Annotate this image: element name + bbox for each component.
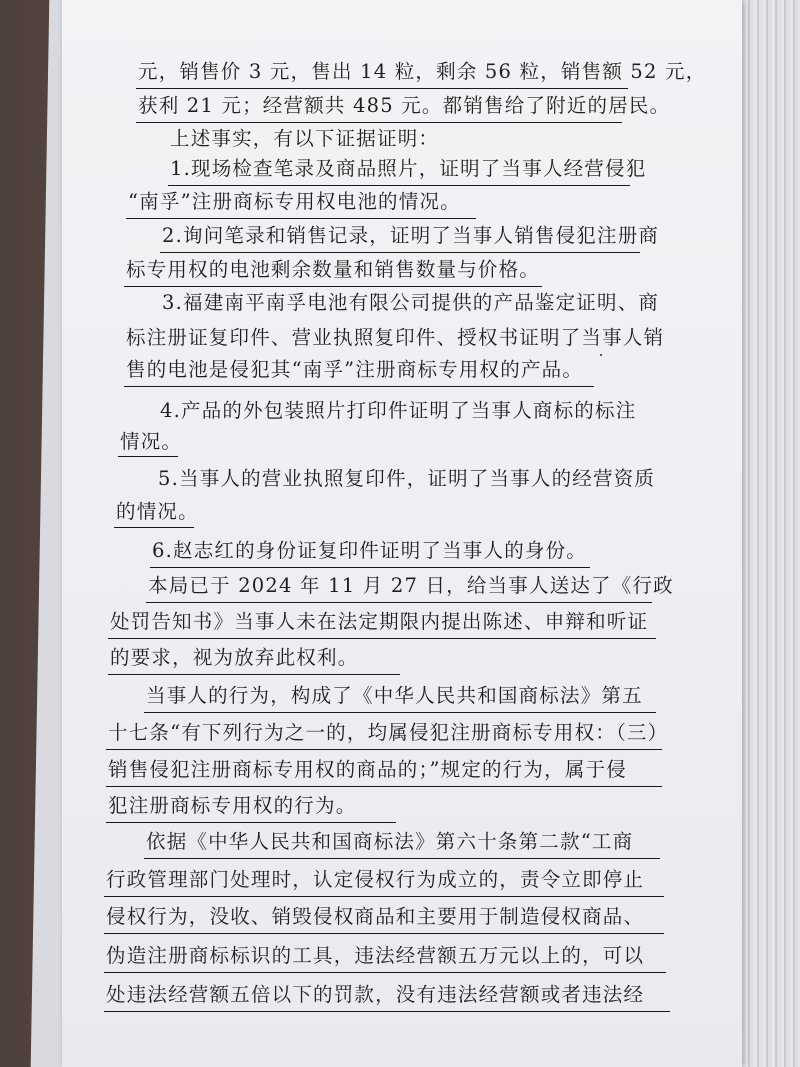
text-line-8: 3.福建南平南孚电池有限公司提供的产品鉴定证明、商 (162, 291, 660, 314)
text-line-24: 行政管理部门处理时，认定侵权行为成立的，责令立即停止 (106, 868, 645, 891)
text-line-16: 本局已于 2024 年 11 月 27 日，给当事人送达了《行政 (148, 574, 674, 597)
text-line-5: “南孚”注册商标专用权电池的情况。 (128, 190, 461, 213)
underline-27 (104, 1011, 670, 1012)
underline-7 (124, 286, 542, 287)
text-line-12: 情况。 (120, 430, 183, 453)
underline-5 (126, 218, 476, 219)
underline-18 (108, 674, 400, 675)
text-line-22: 犯注册商标专用权的行为。 (108, 794, 357, 817)
underline-12 (118, 456, 178, 457)
underline-25 (104, 933, 664, 934)
text-line-14: 的情况。 (116, 500, 199, 523)
text-line-13: 5.当事人的营业执照复印件，证明了当事人的经营资质 (158, 467, 656, 490)
underline-17 (108, 638, 656, 639)
text-line-10: 售的电池是侵犯其“南孚”注册商标专用权的产品。 (126, 358, 584, 381)
underline-2 (136, 122, 622, 123)
text-line-23: 依据《中华人民共和国商标法》第六十条第二款“工商 (146, 830, 634, 853)
underline-6 (160, 252, 640, 253)
text-line-20: 十七条“有下列行为之一的，均属侵犯注册商标专用权：（三） (108, 721, 669, 744)
underline-16 (146, 602, 652, 603)
text-line-4: 1.现场检查笔录及商品照片，证明了当事人经营侵犯 (170, 157, 647, 180)
text-line-19: 当事人的行为，构成了《中华人民共和国商标法》第五 (146, 684, 643, 707)
document-page (62, 0, 742, 1067)
text-line-27: 处违法经营额五倍以下的罚款，没有违法经营额或者违法经 (106, 983, 645, 1006)
underline-1 (136, 88, 628, 89)
underline-24 (104, 896, 664, 897)
text-line-1: 元，销售价 3 元，售出 14 粒，剩余 56 粒，销售额 52 元， (138, 60, 707, 83)
text-line-2: 获利 21 元；经营额共 485 元。都销售给了附近的居民。 (138, 94, 671, 117)
text-line-6: 2.询问笔录和销售记录，证明了当事人销售侵犯注册商 (162, 224, 660, 247)
text-line-17: 处罚告知书》当事人未在法定期限内提出陈述、申辩和听证 (110, 610, 649, 633)
text-line-9: 标注册证复印件、营业执照复印件、授权书证明了当事人销 (126, 326, 665, 349)
text-line-7: 标专用权的电池剩余数量和销售数量与价格。 (126, 258, 541, 281)
underline-15 (150, 567, 590, 568)
text-line-11: 4.产品的外包装照片打印件证明了当事人商标的标注 (160, 399, 637, 422)
underline-22 (106, 822, 396, 823)
underline-10 (124, 386, 594, 387)
underline-26 (104, 972, 666, 973)
ink-dot (600, 354, 602, 356)
underline-20 (106, 749, 662, 750)
underline-14 (114, 527, 194, 528)
text-line-25: 侵权行为，没收、销毁侵权商品和主要用于制造侵权商品、 (106, 905, 645, 928)
underline-4 (168, 185, 630, 186)
text-line-3: 上述事实，有以下证据证明： (170, 127, 440, 150)
underline-23 (144, 858, 660, 859)
underline-19 (144, 712, 656, 713)
text-line-21: 销售侵犯注册商标专用权的商品的；”规定的行为，属于侵 (108, 758, 627, 781)
underline-21 (106, 786, 662, 787)
text-line-18: 的要求，视为放弃此权利。 (110, 646, 359, 669)
text-line-26: 伪造注册商标标识的工具，违法经营额五万元以上的，可以 (106, 944, 645, 967)
text-line-15: 6.赵志红的身份证复印件证明了当事人的身份。 (152, 539, 588, 562)
